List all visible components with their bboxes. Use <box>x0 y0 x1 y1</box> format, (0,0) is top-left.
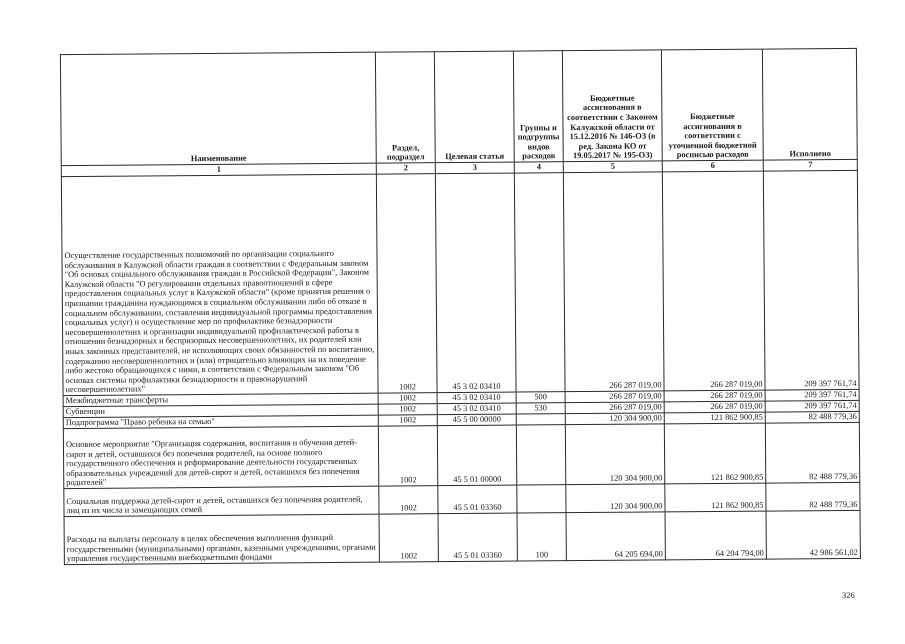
row-executed: 82 488 779,36 <box>765 422 859 483</box>
row-group: 100 <box>517 513 566 561</box>
column-number: 6 <box>662 160 763 172</box>
row-target: 45 5 00 00000 <box>437 414 516 426</box>
header-row <box>60 48 857 165</box>
row-target: 45 3 02 03410 <box>437 403 516 415</box>
row-executed: 209 397 761,74 <box>763 170 859 390</box>
budget-table <box>60 48 861 565</box>
header-budget-law: Бюджетные ассигнования в соответствии с Законом Калужской области от 15.12.2016 № 146-ОЗ (в ред. Закона КО от 19.05.2017 № 195-ОЗ) <box>562 50 662 162</box>
row-section: 1002 <box>378 415 437 426</box>
row-target: 45 3 02 03410 <box>437 392 516 404</box>
row-section: 1002 <box>376 174 437 393</box>
row-group: 530 <box>516 403 565 414</box>
header-target: Целевая статья <box>434 51 514 163</box>
row-name: Расходы на выплаты персоналу в целях обеспечения выполнения функций государственными (муниципальными) органами, казенными учреждениями, органами управления государственными внебюджетными фондами <box>64 514 379 564</box>
row-name: Социальная поддержка детей-сирот и детей, оставшихся без попечения родителей, лиц из их числа и замещающих семей <box>64 486 379 516</box>
page-number: 326 <box>842 590 855 600</box>
column-number: 4 <box>514 162 563 173</box>
row-section: 1002 <box>379 486 438 514</box>
row-budget-refined: 266 287 019,00 <box>662 171 765 391</box>
column-number: 5 <box>563 161 662 173</box>
column-number: 1 <box>61 163 376 176</box>
header-groups: Группы и подгруппы видов расходов <box>513 51 563 162</box>
table-row <box>64 510 860 564</box>
row-group: 500 <box>516 392 565 403</box>
row-section: 1002 <box>378 426 437 486</box>
row-executed: 42 986 561,02 <box>766 510 860 559</box>
row-budget-refined: 121 862 900,85 <box>665 483 766 512</box>
row-executed: 209 397 761,74 <box>765 400 859 412</box>
table-row <box>61 170 859 395</box>
row-budget-refined: 266 287 019,00 <box>664 401 765 413</box>
row-budget-refined: 121 862 900,85 <box>664 423 765 484</box>
row-name: Субвенции <box>63 404 378 417</box>
row-name: Основное мероприятие "Организация содержания, воспитания и обучения детей-сирот и детей, оставшихся без попечения родителей, на основе полного государственного обеспечения и реформирование деятельности государственных образовательных учреждений для детей-сирот и детей, оставшихся без попечения родителей" <box>63 426 378 488</box>
row-target: 45 3 02 03410 <box>435 173 516 393</box>
row-executed: 82 488 779,36 <box>766 482 860 511</box>
row-section: 1002 <box>378 404 437 415</box>
row-budget-law: 120 304 900,00 <box>565 413 664 425</box>
row-budget-refined: 121 862 900,85 <box>664 412 765 424</box>
row-name: Межбюджетные трансферты <box>63 393 378 406</box>
row-group <box>514 173 565 392</box>
header-name: Наименование <box>60 52 376 165</box>
row-target: 45 5 01 03360 <box>438 485 517 514</box>
row-group <box>517 485 566 513</box>
row-budget-law: 266 287 019,00 <box>565 402 664 414</box>
column-number: 7 <box>763 159 857 171</box>
row-group <box>516 414 565 425</box>
row-target: 45 5 01 03360 <box>438 513 517 562</box>
row-executed: 82 488 779,36 <box>765 411 859 423</box>
column-number: 2 <box>376 163 435 174</box>
row-budget-law: 266 287 019,00 <box>565 391 664 403</box>
row-budget-refined: 64 204 794,00 <box>665 511 766 560</box>
row-executed: 209 397 761,74 <box>765 389 859 401</box>
row-section: 1002 <box>378 393 437 404</box>
row-budget-refined: 266 287 019,00 <box>664 390 765 402</box>
header-budget-refined: Бюджетные ассигнования в соответствии с уточненной бюджетной росписью расходов <box>661 49 763 161</box>
row-name: Подпрограмма "Право ребенка на семью" <box>63 415 378 428</box>
row-target: 45 5 01 00000 <box>437 425 516 486</box>
row-budget-law: 120 304 900,00 <box>566 484 665 513</box>
header-executed: Исполнено <box>762 48 857 160</box>
row-budget-law: 266 287 019,00 <box>563 172 664 392</box>
row-group <box>516 425 565 485</box>
row-section: 1002 <box>379 514 438 562</box>
column-number: 3 <box>435 162 514 174</box>
row-name: Осуществление государственных полномочий по организации социального обслуживания в Калужской области граждан в соответствии с Федеральным законом "Об основах социального обслуживания граждан в Российской Федерации", Законом Калужской области "О регулировании отдельных правоотношений в сфере предоставления социальных услуг в Калужской области" (кроме принятия решения о признании гражданина нуждающимся в социальном обслуживании либо об отказе в социальном обслуживании, составления индивидуальной программы предоставления социальных услуг) и осуществление мер по профилактике безнадзорности несовершеннолетних и организации индивидуальной профилактической работы в отношении безнадзорных и беспризорных несовершеннолетних, их родителей или иных законных представителей, не исполняющих своих обязанностей по воспитанию, содержанию несовершеннолетних и (или) отрицательно влияющих на их поведение либо жестоко обращающихся с ними, в соответствии с Федеральным законом "Об основах системы профилактики безнадзорности и правонарушений несовершеннолетних" <box>61 174 378 395</box>
row-budget-law: 120 304 900,00 <box>565 424 664 485</box>
row-budget-law: 64 205 694,00 <box>566 512 665 561</box>
table-row <box>63 422 859 488</box>
header-section: Раздел, подраздел <box>375 52 435 163</box>
